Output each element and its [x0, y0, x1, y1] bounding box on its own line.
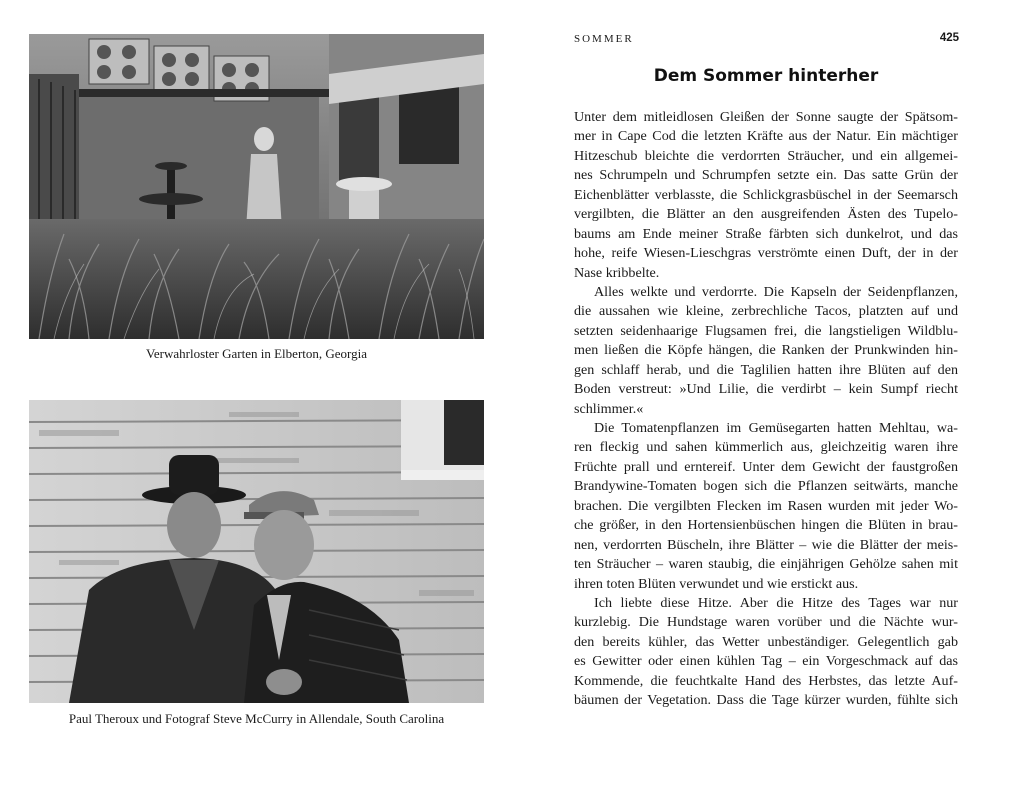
- text-line: ren fleckig und sahen kümmerlich aus, gleichzeitig waren ihre: [574, 439, 958, 456]
- text-line: Eichenblätter verblasste, die Schlickgrasbüschel in der Seemarsch: [574, 186, 958, 203]
- text-line: ihren toten Blüten verwundet und wie erstickt aus.: [574, 575, 859, 592]
- text-line: nes Schrumpeln und Schrumpfen setzte ein. Das satte Grün der: [574, 167, 958, 184]
- text-line: Die Tomatenpflanzen im Gemüsegarten hatten Mehltau, wa-: [594, 420, 958, 436]
- text-line: Ich liebte diese Hitze. Aber die Hitze des Tages war nur: [594, 594, 958, 611]
- photo-caption-garden: Verwahrloster Garten in Elberton, Georgia: [145, 346, 368, 361]
- text-line: die aussahen wie kleine, zerbrechliche Tacos, platzten auf und: [574, 303, 958, 320]
- text-line: Boden verstreut: »Und Lilie, die verdirbt – kein Sumpf riecht: [574, 381, 958, 398]
- text-line: Alles welkte und verdorrte. Die Kapseln der Seidenpflanzen,: [594, 283, 958, 300]
- text-line: vergilbten, die Blätter an den ausgreifenden Ästen des Tupelo-: [574, 206, 958, 223]
- text-line: Früchte prall und erntereif. Unter dem Gewicht der faustgroßen: [574, 458, 958, 475]
- text-line: Hitzeschub bleichte die verdorrten Sträucher, und ein allgemei-: [574, 147, 958, 164]
- garden-photo-graphic: [29, 34, 484, 339]
- text-line: brachen. Die vergilbten Flecken im Rasen wurden mit jeder Wo-: [574, 497, 958, 514]
- text-line: nen, verdorrten Büscheln, ihre Blätter – wie die Blätter der meis-: [574, 536, 958, 553]
- body-text: [574, 108, 958, 711]
- text-line: es Gewitter oder einen kühlen Tag – ein Vorgeschmack auf das: [574, 653, 958, 670]
- text-line: Kommende, die feuchtkalte Hand des Herbstes, das letzte Auf-: [574, 672, 958, 689]
- photo-caption-portrait: Paul Theroux und Fotograf Steve McCurry in Allendale, South Carolina: [68, 711, 445, 726]
- text-line: bäumen der Vegetation. Dass die Tage kürzer wurden, fühlte sich: [574, 692, 958, 709]
- text-line: kurzlebig. Die Hundstage waren vorüber und die Nächte wur-: [574, 614, 958, 631]
- running-head: SOMMER: [574, 33, 634, 45]
- photo-overgrown-garden: [29, 34, 484, 339]
- text-line: ten Sträucher – waren staubig, die einjährigen Gehölze sahen mit: [574, 556, 958, 573]
- text-line: che größer, in den Hortensienbüschen hingen die Blüten in brau-: [574, 517, 958, 534]
- page-number: 425: [939, 32, 959, 44]
- text-line: Nase kribbelte.: [574, 264, 660, 281]
- photo-two-men: [29, 400, 484, 703]
- text-line: hohe, reife Wiesen-Lieschgras verströmte einen Duft, der in der: [574, 245, 958, 262]
- text-line: Brandywine-Tomaten bogen sich die Pflanzen seitwärts, manche: [574, 478, 958, 495]
- chapter-title: Dem Sommer hinterher: [653, 66, 879, 86]
- text-line: mer in Cape Cod die letzten Kräfte aus der Natur. Ein mächtiger: [574, 128, 958, 145]
- text-line: schlimmer.«: [574, 400, 644, 417]
- text-line: den bereits kühler, das Wetter unbeständiger. Gelegentlich gab: [574, 633, 958, 650]
- text-line: gen schlaff herab, und die Taglilien hatten ihre Blüten auf den: [574, 361, 958, 378]
- text-line: men ließen die Köpfe hängen, die Ranken der Prunkwinden hin-: [574, 342, 958, 359]
- text-line: baums am Ende meiner Straße färbten sich dunkelrot, und das: [574, 225, 958, 242]
- text-line: setzten seidenhaarige Flugsamen frei, die langstieligen Wildblu-: [574, 322, 958, 339]
- portrait-photo-graphic: [29, 400, 484, 703]
- text-line: Unter dem mitleidlosen Gleißen der Sonne saugte der Spätsom-: [574, 109, 958, 125]
